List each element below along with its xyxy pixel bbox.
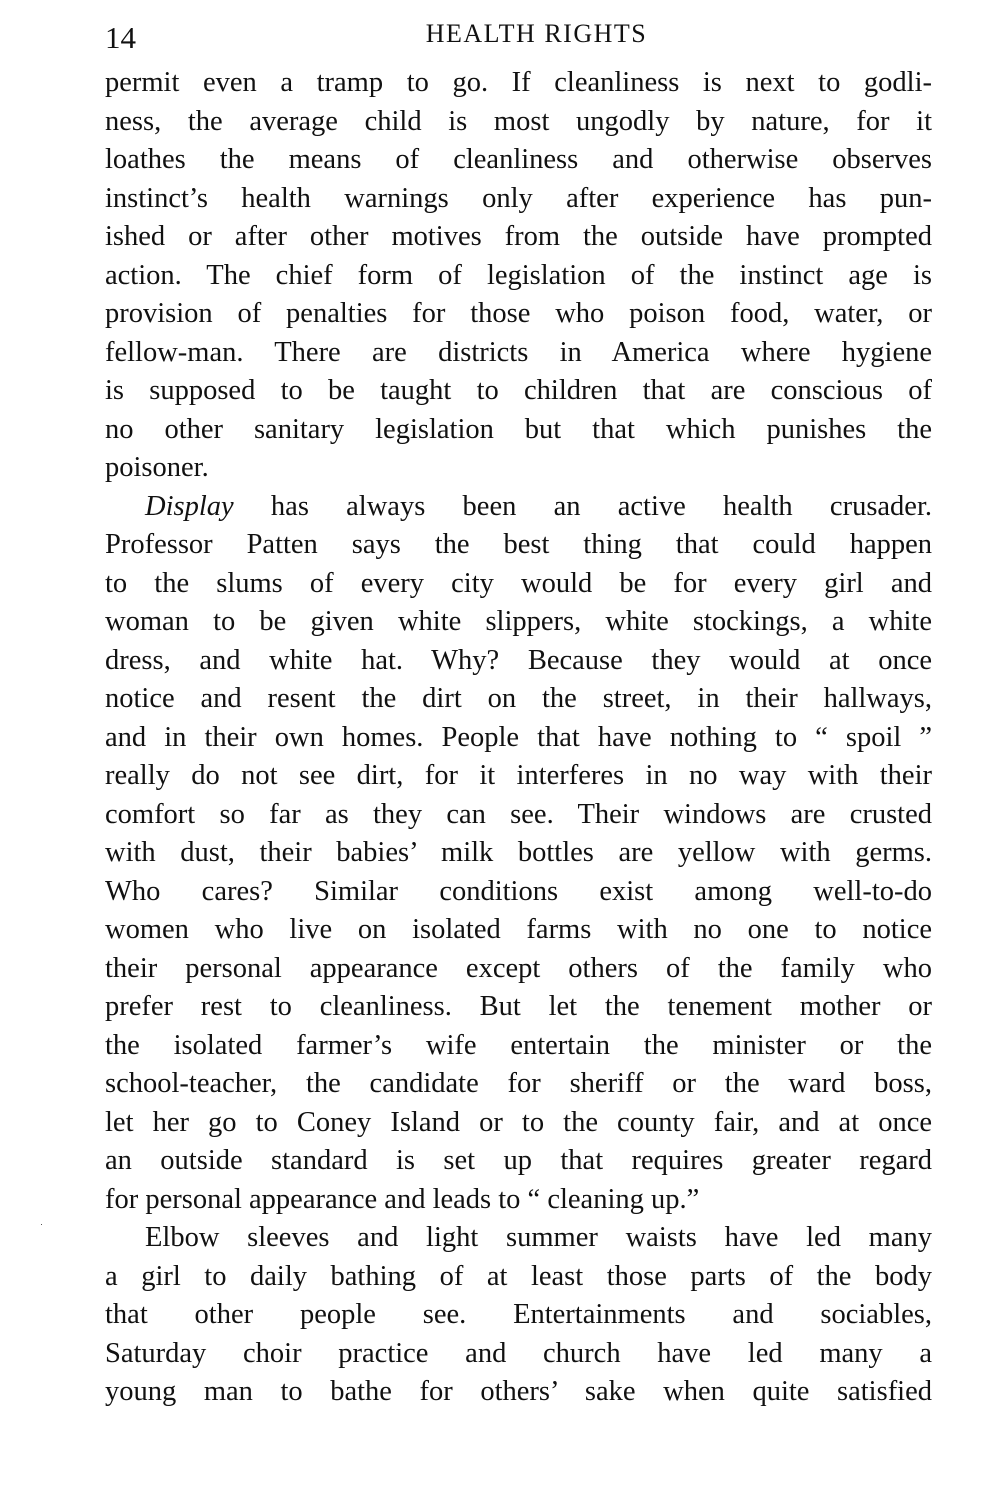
text-line: a girl to daily bathing of at least those parts of the body bbox=[105, 1260, 932, 1292]
text-line: their personal appearance except others of the family who bbox=[105, 952, 932, 984]
text-line: prefer rest to cleanliness. But let the tenement mother or bbox=[105, 991, 932, 1022]
text-line: ness, the average child is most ungodly by nature, for it bbox=[105, 105, 932, 137]
running-title: HEALTH RIGHTS bbox=[425, 19, 648, 48]
text-line bbox=[105, 488, 932, 527]
text-line: with dust, their babies’ milk bottles are yellow with germs. bbox=[105, 837, 932, 868]
text-line: poisoner. bbox=[105, 452, 209, 483]
text-line: woman to be given white slippers, white stockings, a white bbox=[105, 606, 932, 637]
page-number: 14 bbox=[105, 20, 136, 55]
text-line: young man to bathe for others’ sake when quite satisfied bbox=[105, 1376, 932, 1407]
text-span: has always been an active health crusader. bbox=[233, 490, 932, 522]
text-line: an outside standard is set up that requires greater regard bbox=[105, 1145, 932, 1176]
text-line: no other sanitary legislation but that which punishes the bbox=[105, 413, 932, 445]
text-line: is supposed to be taught to children that are conscious of bbox=[105, 375, 932, 406]
text-line: Elbow sleeves and light summer waists have led many bbox=[145, 1222, 932, 1253]
text-line: comfort so far as they can see. Their windows are crusted bbox=[105, 798, 932, 830]
text-line: loathes the means of cleanliness and otherwise observes bbox=[105, 144, 932, 175]
text-line: and in their own homes. People that have nothing to “ spoil ” bbox=[105, 721, 932, 753]
text-line: dress, and white hat. Why? Because they would at once bbox=[105, 644, 932, 676]
text-line: to the slums of every city would be for every girl and bbox=[105, 567, 932, 599]
paragraph bbox=[105, 1219, 932, 1412]
text-line: for personal appearance and leads to “ cleaning up.” bbox=[105, 1183, 700, 1215]
text-line: notice and resent the dirt on the street, in their hallways, bbox=[105, 683, 932, 714]
paragraph bbox=[105, 64, 932, 488]
text-line: provision of penalties for those who poison food, water, or bbox=[105, 298, 932, 329]
text-line: really do not see dirt, for it interferes in no way with their bbox=[105, 760, 932, 791]
scan-speck bbox=[41, 1224, 42, 1225]
running-head bbox=[105, 14, 932, 54]
text-line: school-teacher, the candidate for sheriff or the ward boss, bbox=[105, 1068, 932, 1099]
paragraph bbox=[105, 488, 932, 1220]
text-line: let her go to Coney Island or to the county fair, and at once bbox=[105, 1106, 932, 1138]
text-line: ished or after other motives from the outside have prompted bbox=[105, 221, 932, 252]
italic-lead-word: Display bbox=[145, 490, 234, 522]
text-line: Who cares? Similar conditions exist among well-to-do bbox=[105, 875, 932, 907]
text-line: women who live on isolated farms with no one to notice bbox=[105, 914, 932, 945]
text-line: fellow-man. There are districts in America where hygiene bbox=[105, 336, 932, 368]
text-line: the isolated farmer’s wife entertain the minister or the bbox=[105, 1029, 932, 1061]
text-line: Professor Patten says the best thing that could happen bbox=[105, 529, 932, 560]
text-line: permit even a tramp to go. If cleanliness is next to godli- bbox=[105, 67, 932, 98]
text-line: action. The chief form of legislation of the instinct age is bbox=[105, 259, 932, 291]
text-line: instinct’s health warnings only after experience has pun- bbox=[105, 182, 932, 214]
text-line: that other people see. Entertainments and sociables, bbox=[105, 1299, 932, 1330]
text-line: Saturday choir practice and church have led many a bbox=[105, 1337, 932, 1369]
body-text bbox=[105, 64, 932, 1412]
